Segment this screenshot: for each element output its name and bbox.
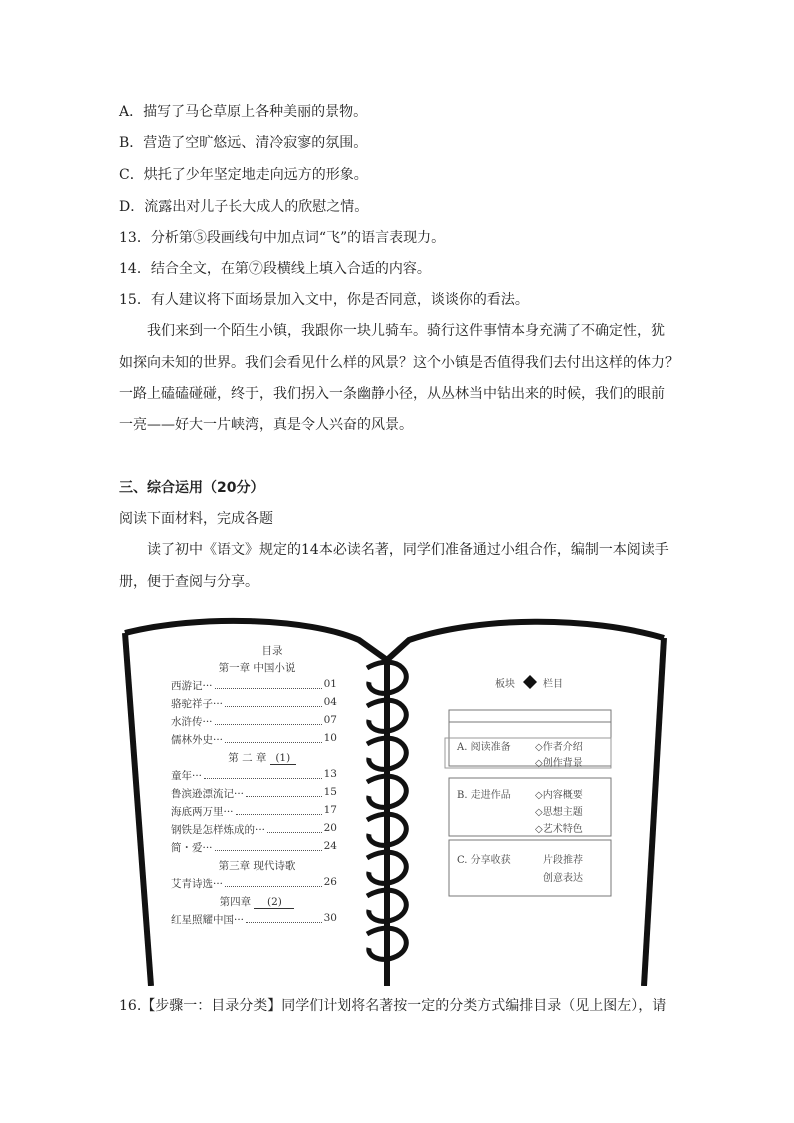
toc-entry: 鲁滨逊漂流记··· 15 bbox=[171, 786, 337, 800]
passage-line-3: 一路上磕磕碰碰，终于，我们拐入一条幽静小径，从丛林当中钻出来的时候，我们的眼前 bbox=[119, 386, 665, 402]
toc-entry: 水浒传··· 07 bbox=[171, 714, 337, 728]
toc-entry: 童年··· 13 bbox=[171, 768, 337, 782]
section-c-item: 片段推荐 bbox=[543, 855, 583, 866]
header-block-label: 板块 bbox=[495, 679, 515, 690]
chapter-4: 第四章 (2) bbox=[174, 894, 340, 909]
section-a-item: ◇作者介绍 bbox=[535, 742, 583, 753]
toc-entry: 西游记··· 01 bbox=[171, 678, 337, 692]
section-c-label: C. 分享收获 bbox=[457, 855, 511, 866]
toc-entry: 简・爱··· 24 bbox=[171, 840, 337, 854]
toc-entry: 艾青诗选··· 26 bbox=[171, 876, 337, 890]
instruction: 阅读下面材料，完成各题 bbox=[119, 511, 273, 527]
passage-line-1: 我们来到一个陌生小镇，我跟你一块儿骑车。骑行这件事情本身充满了不确定性，犹 bbox=[147, 323, 665, 339]
material-line-2: 册，便于查阅与分享。 bbox=[119, 574, 259, 590]
toc-entry: 儒林外史··· 10 bbox=[171, 732, 337, 746]
section-b-item: ◇内容概要 bbox=[535, 790, 583, 801]
passage-line-2: 如探向未知的世界。我们会看见什么样的风景？这个小镇是否值得我们去付出这样的体力？ bbox=[119, 355, 679, 371]
notebook-illustration bbox=[119, 600, 675, 986]
question-15: 15．有人建议将下面场景加入文中，你是否同意，谈谈你的看法。 bbox=[119, 292, 529, 308]
toc-entry: 海底两万里··· 17 bbox=[171, 804, 337, 818]
question-16: 16.【步骤一：目录分类】同学们计划将名著按一定的分类方式编排目录（见上图左），请 bbox=[119, 998, 667, 1014]
chapter-3: 第三章 现代诗歌 bbox=[218, 860, 296, 872]
toc-entry: 骆驼祥子··· 04 bbox=[171, 696, 337, 710]
section-c-item: 创意表达 bbox=[543, 873, 583, 884]
header-column-label: 栏目 bbox=[543, 679, 563, 690]
material-line-1: 读了初中《语文》规定的14本必读名著，同学们准备通过小组合作，编制一本阅读手 bbox=[147, 542, 669, 558]
section-b-label: B. 走进作品 bbox=[457, 790, 511, 801]
chapter-1: 第一章 中国小说 bbox=[218, 662, 296, 674]
option-b: B．营造了空旷悠远、清冷寂寥的氛围。 bbox=[119, 135, 368, 151]
section-3-heading: 三、综合运用（20分） bbox=[119, 480, 265, 496]
section-b-item: ◇艺术特色 bbox=[535, 824, 583, 835]
toc-title: 目录 bbox=[261, 645, 283, 657]
option-d: D．流露出对儿子长大成人的欣慰之情。 bbox=[119, 199, 369, 215]
chapter-2: 第 二 章 (1) bbox=[179, 750, 345, 765]
option-c: C．烘托了少年坚定地走向远方的形象。 bbox=[119, 167, 368, 183]
toc-entry: 钢铁是怎样炼成的··· 20 bbox=[171, 822, 337, 836]
question-13: 13．分析第⑤段画线句中加点词“飞”的语言表现力。 bbox=[119, 230, 446, 246]
passage-line-4: 一亮——好大一片峡湾，真是令人兴奋的风景。 bbox=[119, 417, 413, 433]
section-b-item: ◇思想主题 bbox=[535, 807, 583, 818]
toc-entry: 红星照耀中国··· 30 bbox=[171, 912, 337, 926]
question-14: 14．结合全文，在第⑦段横线上填入合适的内容。 bbox=[119, 261, 431, 277]
option-a: A．描写了马仑草原上各种美丽的景物。 bbox=[119, 104, 368, 120]
section-a-item: ◇创作背景 bbox=[535, 758, 583, 769]
section-a-label: A. 阅读准备 bbox=[457, 742, 511, 753]
